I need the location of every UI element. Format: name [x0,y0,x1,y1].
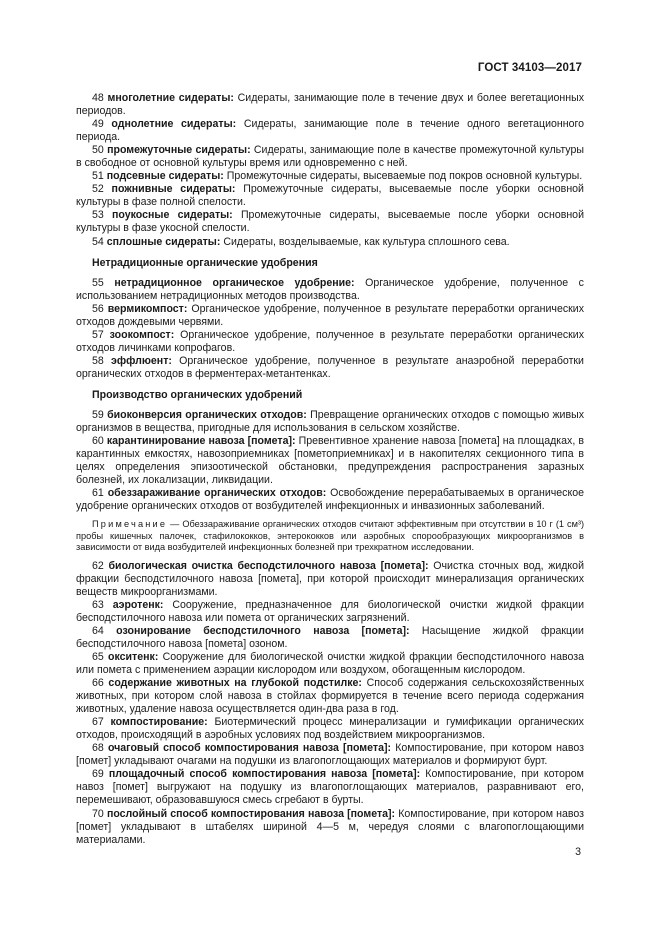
term-entry [76,329,584,355]
term-definition: Способ содержания сельскохозяйственных животных, при котором слой навоза в стойлах формируется в течение всего периода содержания животных, удаление навоза осуществляется один-два раза в год. [76,677,584,716]
term-definition: Органическое удобрение, полученное в результате переработки органических отходов личинками копрофагов. [76,328,584,354]
term-definition: Превращение органических отходов с помощью живых организмов в вещества, пригодные для использования в сельском хозяйстве. [76,409,584,435]
term-number: 49 [92,118,104,131]
term-definition: Очистка сточных вод, жидкой фракции бесподстилочного навоза [помета], при которой происходит минерализация органических веществ микроорганизмами. [76,559,584,598]
term-title: пожнивные сидераты: [111,183,236,196]
term-definition: Превентивное хранение навоза [помета] на площадках, в карантинных емкостях, навозоприемниках [пометоприемниках] и в накопителях секционного типа в целях определения эпизоотической обстановки, предупреждения распространения заразных болезней, их локализации, ликвидации. [76,435,584,487]
term-entry [76,768,584,807]
term-title: однолетние сидераты: [111,118,237,131]
term-title: промежуточные сидераты: [107,144,251,157]
term-entry [76,118,584,144]
term-definition: Сидераты, занимающие поле в течение двух и более вегетационных периодов. [76,92,584,118]
term-definition: Промежуточные сидераты, высеваемые под покров основной культуры. [226,170,583,183]
term-group-production-1 [76,409,584,513]
term-definition: Компостирование, при котором навоз [помет] укладывают очагами на подушки из влагопоглощающих материалов и формируют бурт. [76,742,584,768]
term-number: 69 [92,768,104,781]
term-entry [76,435,584,487]
term-entry [76,677,584,716]
term-definition: Биотермический процесс минерализации и гумификации органических отходов, происходящий в аэробных условиях под воздействием микроорганизмов. [76,716,584,742]
term-title: сплошные сидераты: [106,235,221,248]
term-number: 62 [92,559,104,572]
page-body [76,92,584,847]
term-definition: Органическое удобрение, полученное в результате переработки органических отходов дождевыми червями. [76,302,584,328]
term-number: 54 [92,235,104,248]
section-heading-production: Производство органических удобрений [92,388,303,401]
term-entry [76,487,584,513]
term-definition: Промежуточные сидераты, высеваемые после уборки основной культуры в фазе укосной спелости. [76,209,584,235]
term-definition: Сидераты, занимающие поле в качестве промежуточной культуры в свободное от основной культуры время или одновременно с ней. [76,144,584,170]
term-entry [76,277,584,303]
term-entry [76,144,584,170]
term-title: очаговый способ компостирования навоза [помета]: [107,742,392,755]
term-title: компостирование: [110,716,208,729]
term-number: 59 [92,409,104,422]
term-number: 55 [92,276,104,289]
term-entry [76,92,584,118]
term-entry [76,625,584,651]
term-title: нетрадиционное органическое удобрение: [114,276,355,289]
term-number: 51 [92,170,104,183]
section-heading-nontraditional: Нетрадиционные органические удобрения [92,256,318,269]
term-number: 48 [92,92,104,104]
term-title: карантинирование навоза [помета]: [106,435,296,448]
term-definition: Сидераты, занимающие поле в течение одного вегетационного периода. [76,118,584,144]
term-number: 53 [92,209,104,222]
term-title: обеззараживание органических отходов: [107,487,327,500]
term-definition: Промежуточные сидераты, высеваемые после уборки основной культуры в фазе полной спелости. [76,183,584,209]
term-entry [76,409,584,435]
term-definition: Компостирование, при котором навоз [помет] укладывают в штабелях шириной 4—5 м, чередуя слоями с влагопоглощающими материалами. [76,807,584,846]
page-number: 3 [575,846,581,858]
term-title: вермикомпост: [107,302,188,315]
term-definition: Сидераты, возделываемые, как культура сплошного сева. [223,235,510,248]
note-label: Примечание [92,519,168,530]
term-definition: Органическое удобрение, полученное с использованием нетрадиционных методов производства. [76,276,584,302]
term-number: 60 [92,435,104,448]
term-entry [76,808,584,847]
term-entry [76,183,584,209]
term-title: биоконверсия органических отходов: [107,409,307,422]
term-title: подсевные сидераты: [106,170,224,183]
term-definition: Освобождение перерабатываемых в органическое удобрение органических отходов от возбудителей инфекционных и инвазионных заболеваний. [76,487,585,513]
term-number: 70 [92,807,104,820]
term-definition: Компостирование, при котором навоз [помет] выгружают на подушку из влагопоглощающих материалов, разравнивают его, перемешивают, образовавшуюся смесь сгребают в бурты. [76,768,584,807]
note-paragraph [76,519,584,553]
term-entry [76,355,584,381]
term-title: многолетние сидераты: [107,92,234,104]
term-number: 66 [92,677,104,690]
term-entry [76,716,584,742]
term-number: 67 [92,716,104,729]
term-entry [76,170,584,183]
term-title: аэротенк: [112,598,164,611]
term-entry [76,209,584,235]
term-number: 61 [92,487,104,500]
term-definition: Сооружение, предназначенное для биологической очистки жидкой фракции бесподстилочного навоза или помета от органических загрязнений. [76,598,584,624]
term-title: содержание животных на глубокой подстилке: [108,677,362,690]
term-title: поукосные сидераты: [112,209,233,222]
term-entry [76,236,584,249]
term-title: послойный способ компостирования навоза [помета]: [106,807,396,820]
term-number: 65 [92,650,104,663]
term-title: эффлюент: [111,354,172,367]
term-title: окситенк: [108,650,159,663]
term-group-nontraditional [76,277,584,381]
term-title: биологическая очистка бесподстилочного навоза [помета]: [108,559,429,572]
term-entry [76,303,584,329]
term-entry [76,599,584,625]
term-number: 52 [92,183,104,196]
term-definition: Органическое удобрение, полученное в результате анаэробной переработки органических отходов в ферментерах-метантенках. [76,354,584,380]
term-entry [76,651,584,677]
term-definition: Сооружение для биологической очистки жидкой фракции бесподстилочного навоза или помета с применением аэрации кислородом или воздухом, обогащенным кислородом. [76,650,585,676]
term-definition: Насыщение жидкой фракции бесподстилочного навоза [помета] озоном. [76,624,584,650]
term-number: 64 [92,624,104,637]
term-entry [76,742,584,768]
term-title: зоокомпост: [109,328,175,341]
term-title: озонирование бесподстилочного навоза [помета]: [116,624,410,637]
standard-designation: ГОСТ 34103—2017 [477,62,582,74]
term-number: 68 [92,742,104,755]
term-group-production-2 [76,560,584,847]
term-title: площадочный способ компостирования навоза [помета]: [108,768,421,781]
term-number: 56 [92,302,104,315]
term-number: 58 [92,354,104,367]
term-group-green-manure [76,92,584,249]
term-number: 63 [92,598,104,611]
term-number: 50 [92,144,104,157]
term-entry [76,560,584,599]
term-number: 57 [92,328,104,341]
note-text: — Обеззараживание органических отходов считают эффективным при отсутствии в 10 г (1 см³) пробы кишечных палочек, стафилококков, энтерококков или аэробных спорообразующих микроорганизмов в зависимости от вида возбудителей инфекционных болезней при трехкратном исследовании. [76,519,584,553]
